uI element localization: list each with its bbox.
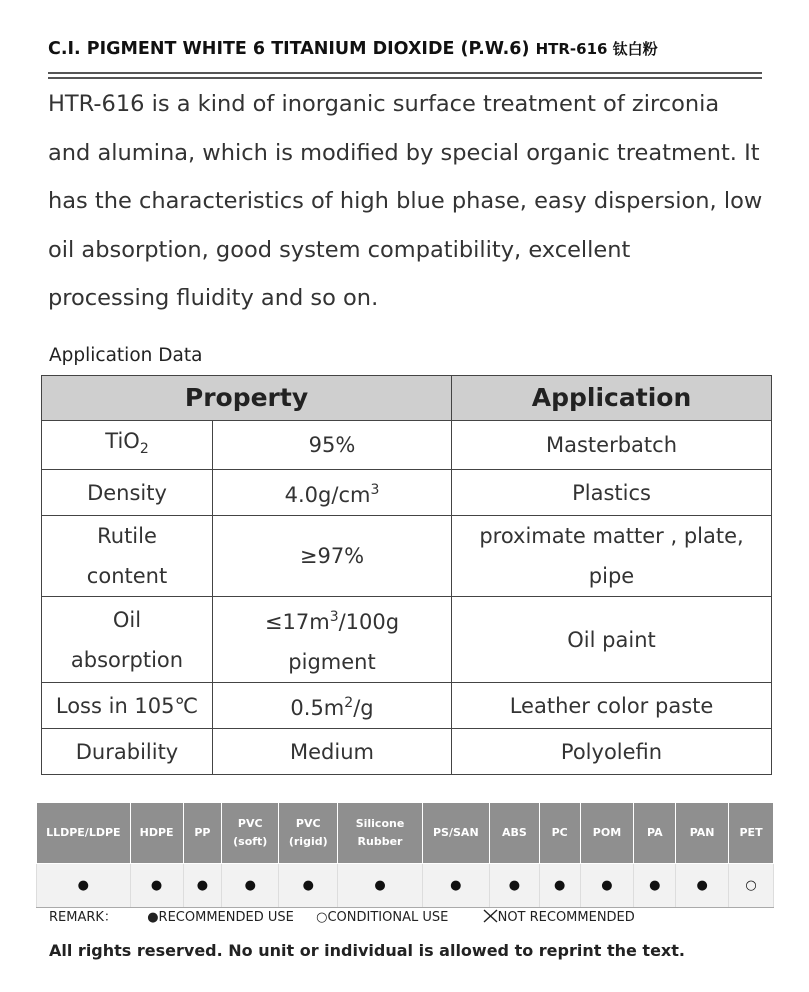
recommended-label: RECOMMENDED USE bbox=[158, 910, 294, 925]
table-row bbox=[42, 421, 772, 470]
not-recommended-label: NOT RECOMMENDED bbox=[497, 910, 635, 925]
recommended-mark: ● bbox=[338, 864, 422, 908]
table-row bbox=[42, 683, 772, 729]
recommended-mark: ● bbox=[676, 864, 729, 908]
conditional-mark: ○ bbox=[729, 864, 774, 908]
recommended-mark: ● bbox=[580, 864, 634, 908]
recommended-mark: ● bbox=[634, 864, 676, 908]
title-text: C.I. PIGMENT WHITE 6 TITANIUM DIOXIDE (P.W.6) bbox=[48, 39, 530, 59]
resin-header: PS/SAN bbox=[422, 803, 489, 864]
resin-header: PC bbox=[539, 803, 580, 864]
property-value: $\le 17m^3/100g$ pigment bbox=[213, 597, 452, 683]
property-column-header: Property bbox=[42, 376, 452, 421]
recommended-mark: ● bbox=[37, 864, 131, 908]
property-value: 95% bbox=[213, 421, 452, 470]
resin-header: ABS bbox=[489, 803, 539, 864]
application-cell: Oil paint bbox=[452, 597, 772, 683]
property-value: ≥97% bbox=[213, 516, 452, 597]
remark-label: REMARK： bbox=[49, 910, 117, 925]
resin-header: Silicone Rubber bbox=[338, 803, 422, 864]
description-line: HTR-616 is a kind of inorganic surface treatment of zirconia bbox=[48, 91, 720, 117]
resin-header: PVC (soft) bbox=[222, 803, 279, 864]
conditional-label: CONDITIONAL USE bbox=[327, 910, 449, 925]
recommended-dot-icon: ● bbox=[147, 910, 159, 925]
recommended-mark: ● bbox=[539, 864, 580, 908]
not-recommended-cross-icon bbox=[483, 909, 498, 927]
resin-header-row bbox=[37, 803, 774, 864]
description-line: processing fluidity and so on. bbox=[48, 285, 379, 311]
table-row bbox=[42, 470, 772, 516]
description-paragraph bbox=[48, 80, 778, 323]
resin-header: POM bbox=[580, 803, 634, 864]
property-name: Loss in 105℃ bbox=[42, 683, 213, 729]
resin-header: HDPE bbox=[130, 803, 183, 864]
recommended-mark: ● bbox=[279, 864, 338, 908]
recommended-mark: ● bbox=[183, 864, 222, 908]
property-name: Oil absorption bbox=[42, 597, 213, 683]
copyright-notice: All rights reserved. No unit or individual is allowed to reprint the text. bbox=[49, 941, 685, 960]
property-value: $4.0g/cm^3$ bbox=[213, 470, 452, 516]
conditional-circle-icon: ○ bbox=[316, 910, 328, 925]
table-header-row bbox=[42, 376, 772, 421]
table-row bbox=[42, 516, 772, 597]
resin-header: PAN bbox=[676, 803, 729, 864]
product-code: HTR-616 钛白粉 bbox=[535, 40, 658, 58]
application-cell: Leather color paste bbox=[452, 683, 772, 729]
property-name: Density bbox=[42, 470, 213, 516]
page-title bbox=[48, 38, 768, 59]
table-row bbox=[42, 597, 772, 683]
property-name: Rutile content bbox=[42, 516, 213, 597]
resin-header: PET bbox=[729, 803, 774, 864]
application-cell: proximate matter , plate, pipe bbox=[452, 516, 772, 597]
property-name: TiO$_2$ bbox=[42, 421, 213, 470]
resin-header: PA bbox=[634, 803, 676, 864]
description-line: and alumina, which is modified by special organic treatment. It bbox=[48, 139, 760, 166]
resin-header: PVC (rigid) bbox=[279, 803, 338, 864]
recommended-mark: ● bbox=[130, 864, 183, 908]
property-value: $0.5m^2/g$ bbox=[213, 683, 452, 729]
application-cell: Polyolefin bbox=[452, 729, 772, 775]
remark-legend bbox=[49, 906, 635, 927]
application-column-header: Application bbox=[452, 376, 772, 421]
resin-header: LLDPE/LDPE bbox=[37, 803, 131, 864]
property-name: Durability bbox=[42, 729, 213, 775]
application-cell: Masterbatch bbox=[452, 421, 772, 470]
description-line: has the characteristics of high blue phase, easy dispersion, low bbox=[48, 188, 763, 214]
property-value: Medium bbox=[213, 729, 452, 775]
application-cell: Plastics bbox=[452, 470, 772, 516]
title-divider-bottom bbox=[48, 77, 762, 79]
resin-marks-row bbox=[37, 864, 774, 908]
table-row bbox=[42, 729, 772, 775]
recommended-mark: ● bbox=[422, 864, 489, 908]
recommended-mark: ● bbox=[222, 864, 279, 908]
property-table bbox=[41, 375, 772, 775]
title-divider-top bbox=[48, 72, 762, 74]
recommended-mark: ● bbox=[489, 864, 539, 908]
resin-header: PP bbox=[183, 803, 222, 864]
application-data-heading: Application Data bbox=[49, 345, 203, 366]
resin-compatibility-table bbox=[36, 802, 774, 908]
description-line: oil absorption, good system compatibility, excellent bbox=[48, 236, 631, 263]
